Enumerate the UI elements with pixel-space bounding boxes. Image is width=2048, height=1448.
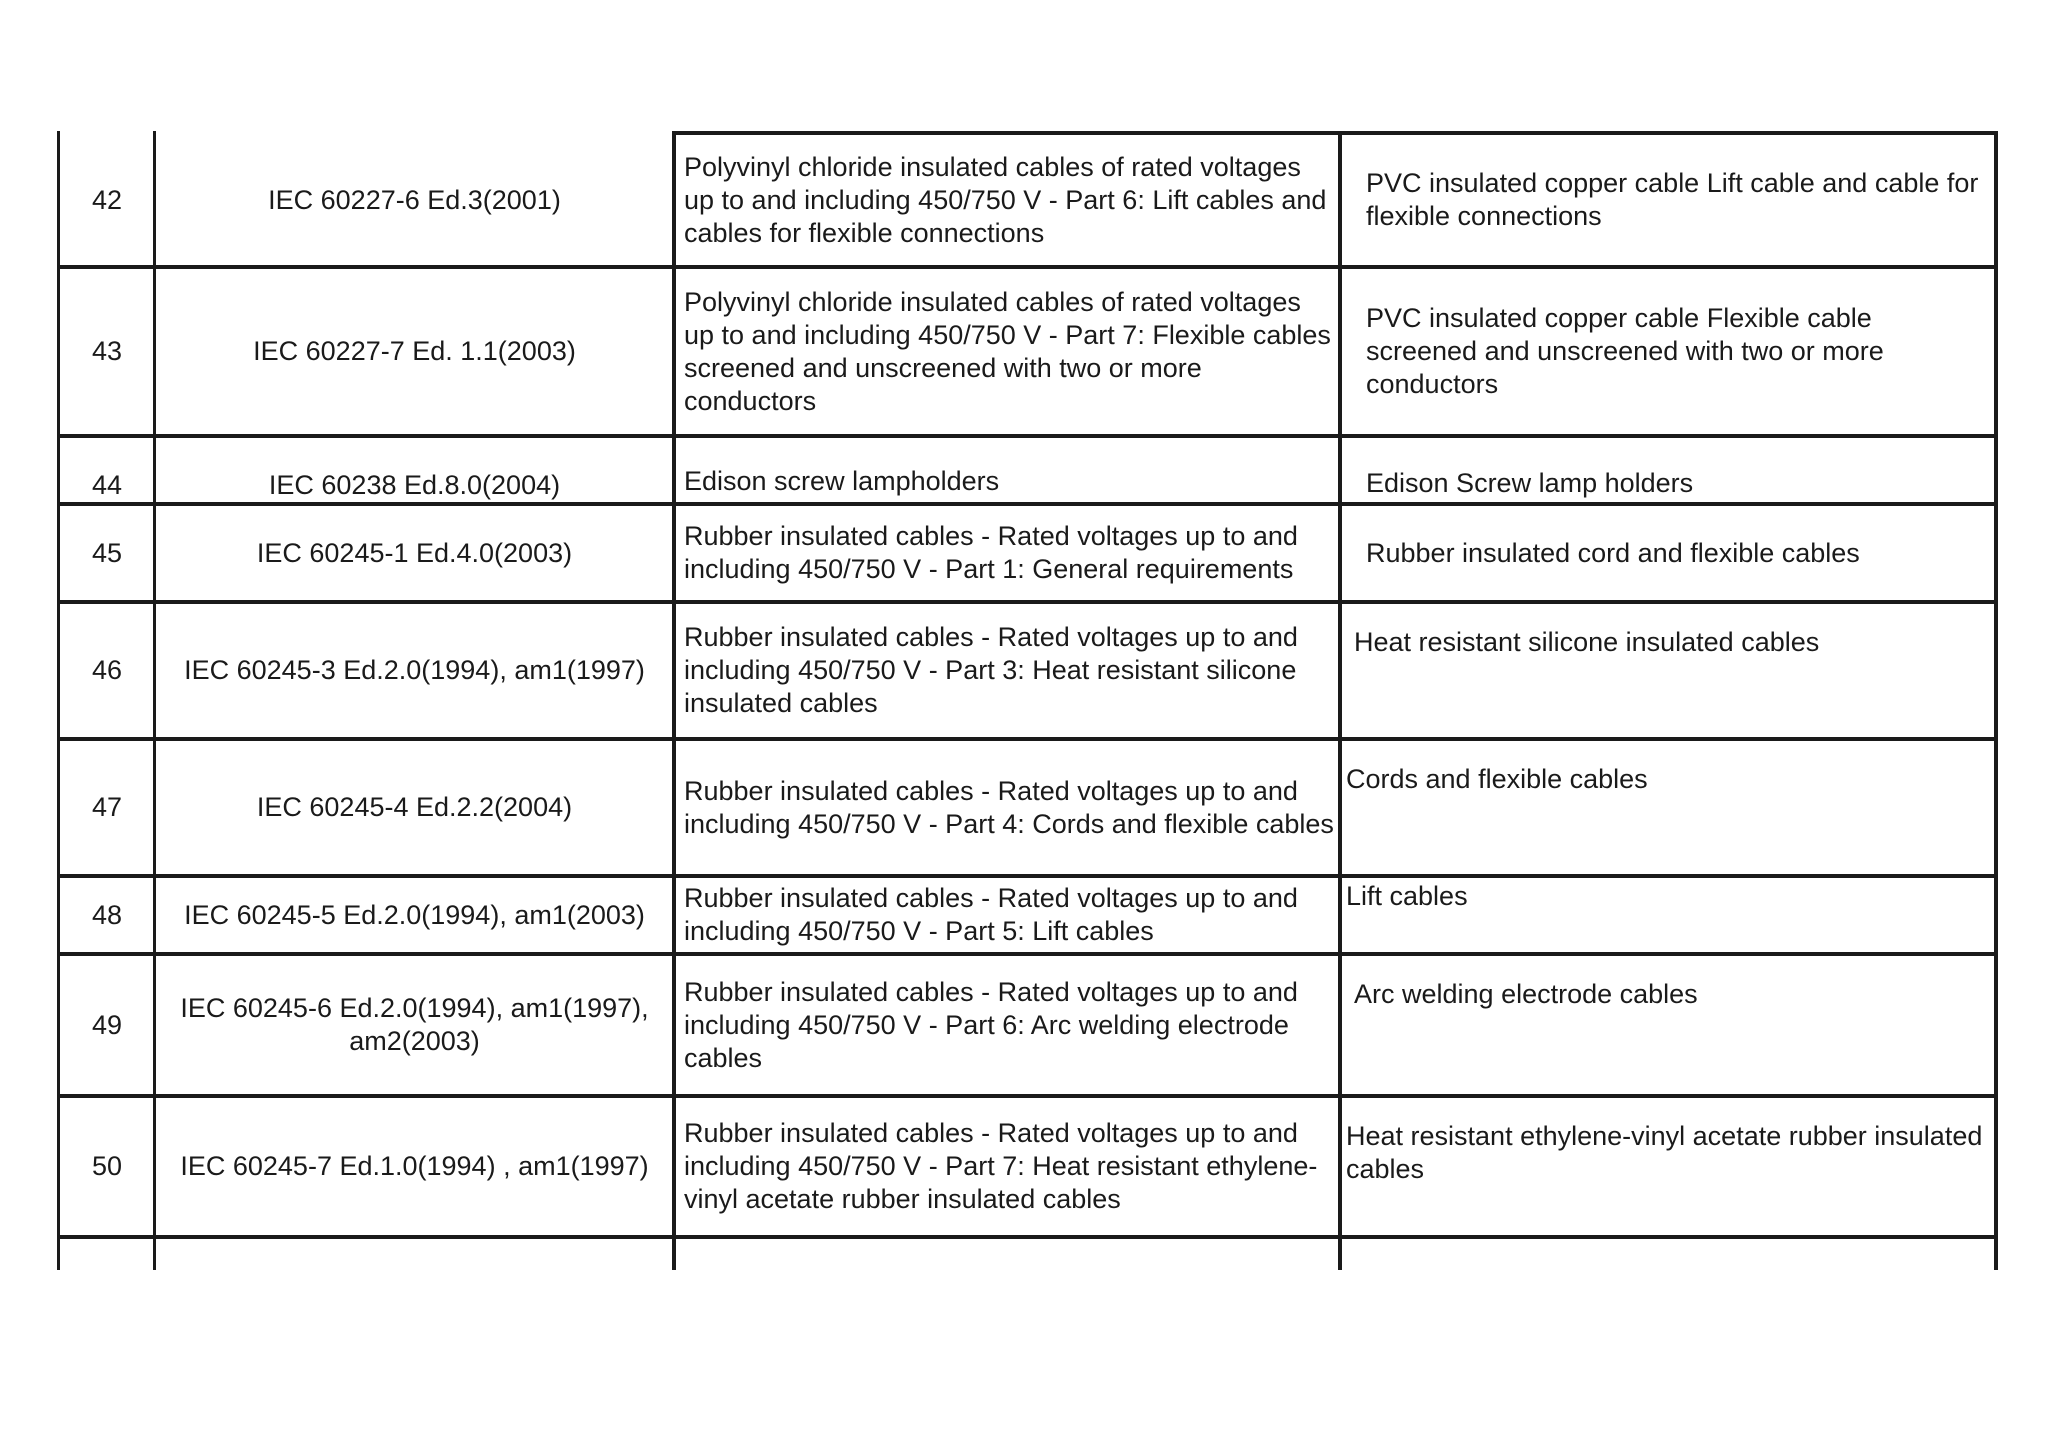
row-number-cell [61,135,153,265]
product-category-cell [1342,269,1994,434]
standard-code: IEC 60245-3 Ed.2.0(1994), am1(1997) [184,655,645,685]
standard-code: IEC 60245-6 Ed.2.0(1994), am1(1997), am2(2003) [180,993,649,1056]
row-number-cell [61,438,153,502]
row-number-cell [61,878,153,952]
row-number: 50 [91,1151,123,1181]
standard-code-cell [157,878,672,952]
product-category-cell [1342,741,1994,874]
product-category: Heat resistant silicone insulated cables [1354,627,1820,657]
standard-code-cell [157,135,672,265]
row-number-cell [61,956,153,1094]
standard-description-cell [676,438,1338,502]
standard-description-cell [676,269,1338,434]
product-category: Edison Screw lamp holders [1366,468,1694,498]
product-category-cell [1342,1098,1994,1235]
standard-description-cell [676,956,1338,1094]
standard-code-cell [157,741,672,874]
product-category-cell [1342,135,1994,265]
standard-code: IEC 60227-6 Ed.3(2001) [268,184,561,215]
standard-description-cell [676,604,1338,737]
standard-code-cell [157,438,672,502]
standard-code: IEC 60245-4 Ed.2.2(2004) [256,792,573,822]
standard-description-cell [676,506,1338,600]
standard-description: Rubber insulated cables - Rated voltages up to and including 450/750 V - Part 4: Cords and flexible cables [684,775,1334,839]
standard-code-cell [157,269,672,434]
product-category: Lift cables [1346,881,1468,911]
row-number-cell [61,604,153,737]
standard-code: IEC 60245-5 Ed.2.0(1994), am1(2003) [184,899,645,930]
standard-description: Rubber insulated cables - Rated voltages up to and including 450/750 V - Part 3: Heat resistant silicone insulated cables [684,622,1298,718]
row-number-cell [61,1098,153,1235]
standard-code: IEC 60245-7 Ed.1.0(1994) , am1(1997) [180,1151,649,1181]
row-number: 47 [91,792,123,822]
standard-code-cell [157,1098,672,1235]
product-category: PVC insulated copper cable Lift cable and cable for flexible connections [1366,168,1979,231]
standard-description: Rubber insulated cables - Rated voltages up to and including 450/750 V - Part 1: General requirements [684,521,1298,584]
row-number: 44 [91,470,123,500]
row-number: 46 [91,655,123,685]
standard-code: IEC 60227-7 Ed. 1.1(2003) [253,336,576,366]
standard-description: Edison screw lampholders [684,466,1000,496]
product-category: Arc welding electrode cables [1354,979,1698,1009]
row-number-cell [61,269,153,434]
standard-description: Polyvinyl chloride insulated cables of rated voltages up to and including 450/750 V - Part 6: Lift cables and cables for flexible connections [684,151,1327,248]
row-number: 45 [91,537,123,568]
product-category: PVC insulated copper cable Flexible cable screened and unscreened with two or more conductors [1366,303,1884,399]
product-category-cell [1342,438,1994,502]
row-rule [57,1235,1998,1239]
product-category: Cords and flexible cables [1346,764,1648,794]
standard-code-cell [157,506,672,600]
product-category-cell [1342,604,1994,737]
standard-code-cell [157,956,672,1094]
row-number: 42 [91,184,123,215]
standard-description-cell [676,135,1338,265]
row-number: 43 [91,336,123,366]
standard-description-cell [676,741,1338,874]
product-category-cell [1342,878,1994,952]
row-number-cell [61,741,153,874]
product-category-cell [1342,506,1994,600]
standard-code-cell [157,604,672,737]
row-number: 49 [91,1009,123,1040]
standard-description: Rubber insulated cables - Rated voltages up to and including 450/750 V - Part 6: Arc welding electrode cables [684,976,1298,1073]
standard-code: IEC 60245-1 Ed.4.0(2003) [256,537,573,568]
product-category-cell [1342,956,1994,1094]
product-category: Heat resistant ethylene-vinyl acetate rubber insulated cables [1346,1121,1983,1184]
standard-code: IEC 60238 Ed.8.0(2004) [268,470,561,500]
row-number: 48 [91,899,123,930]
standard-description: Rubber insulated cables - Rated voltages up to and including 450/750 V - Part 5: Lift cables [684,883,1298,946]
standard-description: Polyvinyl chloride insulated cables of rated voltages up to and including 450/750 V - Part 7: Flexible cables screened and unscreened with two or more conductors [684,286,1331,416]
product-category: Rubber insulated cord and flexible cables [1366,537,1860,568]
standard-description: Rubber insulated cables - Rated voltages up to and including 450/750 V - Part 7: Heat resistant ethylene-vinyl acetate rubber insulated cables [684,1118,1318,1214]
column-rule [57,131,60,1270]
column-rule [1994,131,1998,1270]
standard-description-cell [676,878,1338,952]
column-rule [153,131,156,1270]
row-number-cell [61,506,153,600]
standard-description-cell [676,1098,1338,1235]
